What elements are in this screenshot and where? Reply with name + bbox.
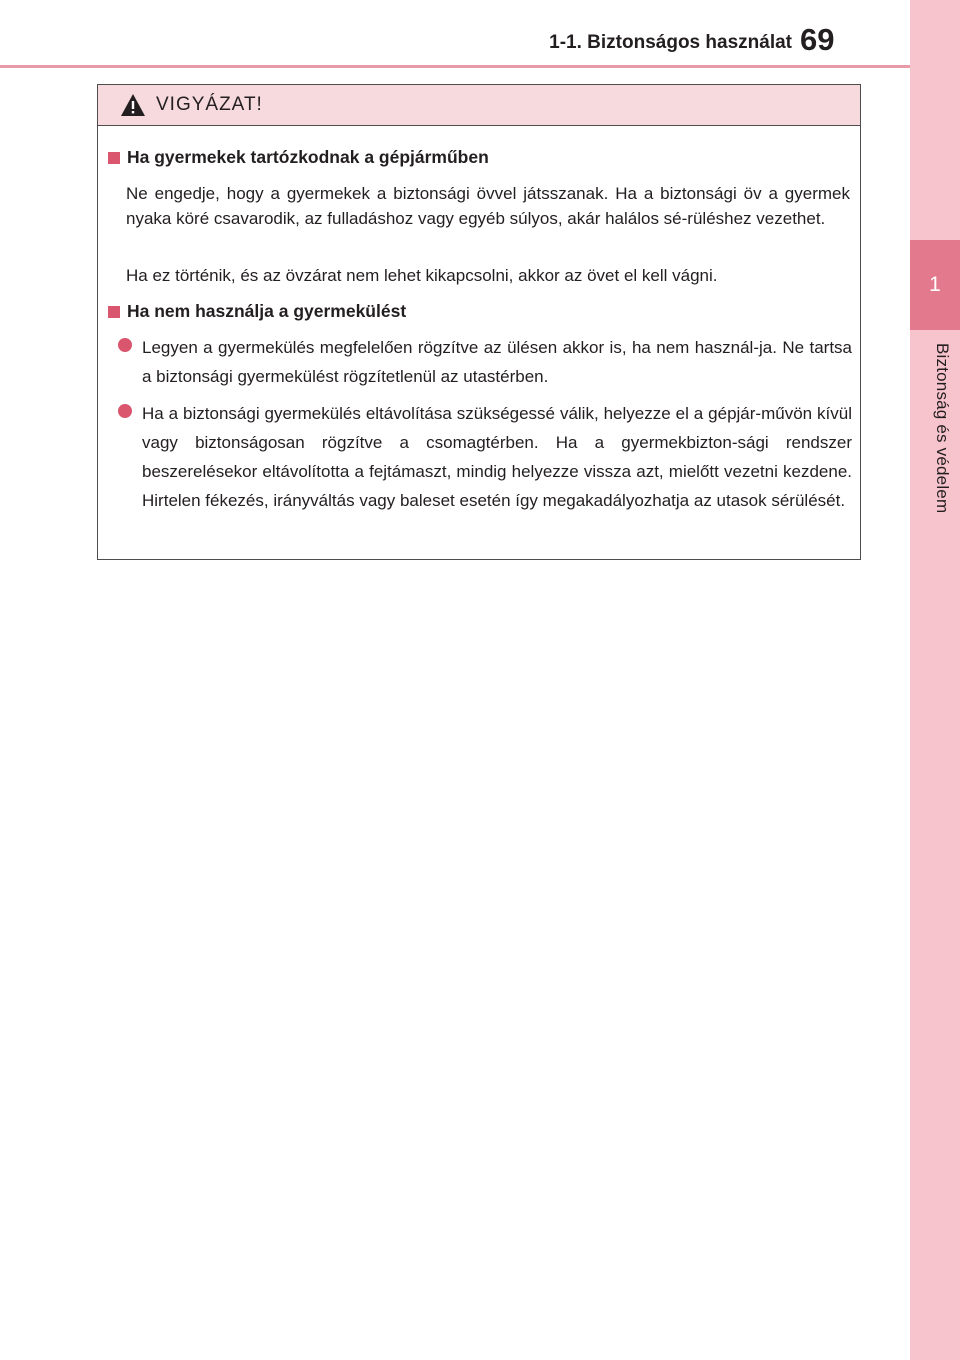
section-title: 1-1. Biztonságos használat [549,32,792,53]
section-heading: Ha nem használja a gyermekülést [108,301,406,322]
warning-title: VIGYÁZAT! [156,94,263,115]
paragraph: Ne engedje, hogy a gyermekek a biztonsági övvel játsszanak. Ha a biztonsági öv a gyermek nyaka köré csavarodik, az fulladáshoz vagy egyéb súlyos, akár halálos sé-rüléshez vezethet. [126,184,850,228]
round-bullet-icon [118,338,132,352]
round-bullet-icon [118,404,132,418]
page-number: 69 [800,22,835,57]
section-heading: Ha gyermekek tartózkodnak a gépjárműben [108,147,489,168]
warning-box [97,84,861,560]
warning-header [98,85,860,126]
square-bullet-icon [108,152,120,164]
list-item-text: Legyen a gyermekülés megfelelően rögzítve az ülésen akkor is, ha nem használ-ja. Ne tartsa a biztonsági gyermekülést rögzítetlenül az utastérben. [142,338,852,386]
chapter-side-tab [910,0,960,1360]
list-item-text: Ha a biztonsági gyermekülés eltávolítása szükségessé válik, helyezze el a gépjár-művön kívül vagy biztonságosan rögzítve a csomagtérben. Ha a gyermekbizton-sági rendszer beszerelésekor eltávolította a fejtámaszt, mindig helyezze vissza azt, mielőtt vezetni kezdene. Hirtelen fékezés, irányváltás vagy baleset esetén így megakadályozhatja az utasok sérülését. [142,404,852,510]
square-bullet-icon [108,306,120,318]
chapter-title: Biztonság és védelem [933,343,952,514]
warning-triangle-icon [120,93,146,117]
paragraph: Ha ez történik, és az övzárat nem lehet kikapcsolni, akkor az övet el kell vágni. [126,266,718,285]
chapter-number: 1 [910,240,960,330]
header-rule [0,65,910,68]
